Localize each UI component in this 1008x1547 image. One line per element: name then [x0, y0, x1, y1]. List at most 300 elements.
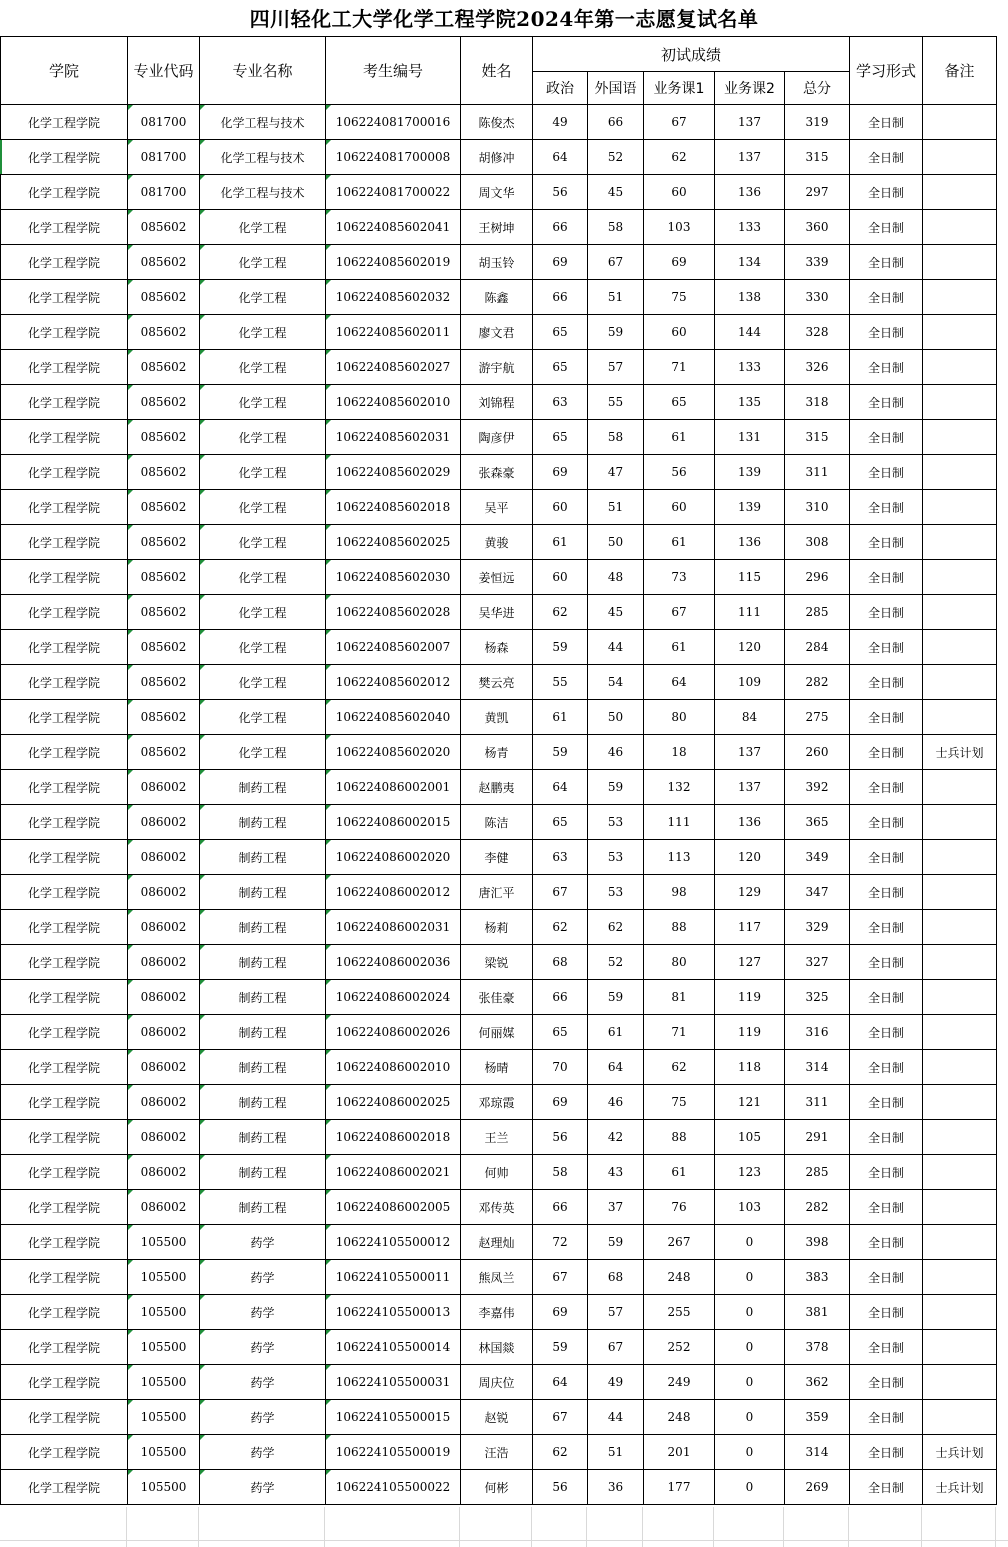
cell-exam-id[interactable]: 106224105500011 [326, 1260, 461, 1295]
cell-foreign-language[interactable]: 47 [588, 455, 644, 490]
cell-exam-id[interactable]: 106224105500012 [326, 1225, 461, 1260]
cell-major-code[interactable]: 086002 [128, 1015, 200, 1050]
cell-foreign-language[interactable]: 54 [588, 665, 644, 700]
cell-politics[interactable]: 66 [533, 210, 588, 245]
cell-foreign-language[interactable]: 59 [588, 1225, 644, 1260]
cell-major-code[interactable]: 086002 [128, 1050, 200, 1085]
cell-mode[interactable]: 全日制 [850, 1365, 923, 1400]
cell-major-code[interactable]: 105500 [128, 1295, 200, 1330]
cell-politics[interactable]: 69 [533, 1295, 588, 1330]
cell-politics[interactable]: 56 [533, 1470, 588, 1505]
cell-student-name[interactable]: 张森豪 [461, 455, 533, 490]
cell-course-2[interactable]: 136 [715, 175, 785, 210]
cell-politics[interactable]: 60 [533, 490, 588, 525]
cell-major-name[interactable]: 化学工程 [200, 350, 326, 385]
cell-politics[interactable]: 66 [533, 980, 588, 1015]
cell-exam-id[interactable]: 106224085602031 [326, 420, 461, 455]
cell-total[interactable]: 328 [785, 315, 850, 350]
cell-total[interactable]: 297 [785, 175, 850, 210]
cell-exam-id[interactable]: 106224086002020 [326, 840, 461, 875]
cell-college[interactable]: 化学工程学院 [1, 1330, 128, 1365]
cell-course-1[interactable]: 62 [644, 1050, 715, 1085]
cell-foreign-language[interactable]: 67 [588, 1330, 644, 1365]
cell-major-code[interactable]: 081700 [128, 105, 200, 140]
cell-total[interactable]: 326 [785, 350, 850, 385]
cell-student-name[interactable]: 杨晴 [461, 1050, 533, 1085]
cell-exam-id[interactable]: 106224085602007 [326, 630, 461, 665]
cell-course-1[interactable]: 60 [644, 490, 715, 525]
cell-course-2[interactable]: 118 [715, 1050, 785, 1085]
cell-note[interactable] [923, 210, 997, 245]
cell-course-1[interactable]: 113 [644, 840, 715, 875]
cell-major-code[interactable]: 085602 [128, 210, 200, 245]
cell-major-code[interactable]: 086002 [128, 1155, 200, 1190]
cell-total[interactable]: 282 [785, 665, 850, 700]
cell-major-code[interactable]: 105500 [128, 1400, 200, 1435]
cell-politics[interactable]: 67 [533, 1260, 588, 1295]
cell-foreign-language[interactable]: 44 [588, 630, 644, 665]
cell-college[interactable]: 化学工程学院 [1, 595, 128, 630]
cell-course-2[interactable]: 136 [715, 525, 785, 560]
cell-mode[interactable]: 全日制 [850, 665, 923, 700]
cell-major-name[interactable]: 药学 [200, 1470, 326, 1505]
cell-course-2[interactable]: 120 [715, 840, 785, 875]
cell-politics[interactable]: 59 [533, 630, 588, 665]
cell-major-name[interactable]: 化学工程 [200, 665, 326, 700]
cell-mode[interactable]: 全日制 [850, 910, 923, 945]
cell-mode[interactable]: 全日制 [850, 1400, 923, 1435]
cell-exam-id[interactable]: 106224081700016 [326, 105, 461, 140]
cell-college[interactable]: 化学工程学院 [1, 735, 128, 770]
cell-course-1[interactable]: 61 [644, 420, 715, 455]
cell-politics[interactable]: 69 [533, 245, 588, 280]
cell-major-name[interactable]: 化学工程与技术 [200, 105, 326, 140]
cell-note[interactable] [923, 280, 997, 315]
cell-course-2[interactable]: 137 [715, 140, 785, 175]
header-politics[interactable]: 政治 [533, 72, 588, 105]
cell-note[interactable] [923, 980, 997, 1015]
cell-note[interactable] [923, 455, 997, 490]
cell-exam-id[interactable]: 106224105500022 [326, 1470, 461, 1505]
cell-student-name[interactable]: 吴平 [461, 490, 533, 525]
cell-course-2[interactable]: 137 [715, 105, 785, 140]
cell-course-2[interactable]: 121 [715, 1085, 785, 1120]
cell-politics[interactable]: 60 [533, 560, 588, 595]
cell-student-name[interactable]: 陈俊杰 [461, 105, 533, 140]
cell-college[interactable]: 化学工程学院 [1, 385, 128, 420]
cell-major-name[interactable]: 化学工程 [200, 735, 326, 770]
cell-mode[interactable]: 全日制 [850, 455, 923, 490]
cell-major-code[interactable]: 105500 [128, 1330, 200, 1365]
cell-total[interactable]: 314 [785, 1435, 850, 1470]
cell-student-name[interactable]: 杨莉 [461, 910, 533, 945]
cell-politics[interactable]: 58 [533, 1155, 588, 1190]
cell-note[interactable] [923, 770, 997, 805]
cell-mode[interactable]: 全日制 [850, 525, 923, 560]
cell-student-name[interactable]: 李嘉伟 [461, 1295, 533, 1330]
cell-student-name[interactable]: 李健 [461, 840, 533, 875]
cell-politics[interactable]: 66 [533, 280, 588, 315]
cell-exam-id[interactable]: 106224105500031 [326, 1365, 461, 1400]
cell-major-code[interactable]: 105500 [128, 1260, 200, 1295]
cell-mode[interactable]: 全日制 [850, 490, 923, 525]
cell-course-1[interactable]: 98 [644, 875, 715, 910]
cell-foreign-language[interactable]: 43 [588, 1155, 644, 1190]
header-foreign-language[interactable]: 外国语 [588, 72, 644, 105]
cell-student-name[interactable]: 杨森 [461, 630, 533, 665]
cell-foreign-language[interactable]: 49 [588, 1365, 644, 1400]
cell-course-2[interactable]: 117 [715, 910, 785, 945]
cell-major-code[interactable]: 086002 [128, 805, 200, 840]
cell-course-2[interactable]: 0 [715, 1225, 785, 1260]
cell-college[interactable]: 化学工程学院 [1, 770, 128, 805]
cell-college[interactable]: 化学工程学院 [1, 455, 128, 490]
cell-note[interactable] [923, 1190, 997, 1225]
cell-course-2[interactable]: 131 [715, 420, 785, 455]
cell-total[interactable]: 319 [785, 105, 850, 140]
cell-major-code[interactable]: 085602 [128, 280, 200, 315]
cell-politics[interactable]: 64 [533, 1365, 588, 1400]
cell-total[interactable]: 269 [785, 1470, 850, 1505]
cell-politics[interactable]: 65 [533, 350, 588, 385]
cell-total[interactable]: 360 [785, 210, 850, 245]
cell-major-name[interactable]: 药学 [200, 1400, 326, 1435]
cell-note[interactable] [923, 490, 997, 525]
cell-major-name[interactable]: 药学 [200, 1330, 326, 1365]
cell-note[interactable] [923, 385, 997, 420]
cell-foreign-language[interactable]: 45 [588, 175, 644, 210]
cell-student-name[interactable]: 王兰 [461, 1120, 533, 1155]
cell-exam-id[interactable]: 106224085602020 [326, 735, 461, 770]
cell-major-name[interactable]: 药学 [200, 1295, 326, 1330]
cell-course-1[interactable]: 103 [644, 210, 715, 245]
cell-major-code[interactable]: 085602 [128, 595, 200, 630]
cell-total[interactable]: 339 [785, 245, 850, 280]
cell-foreign-language[interactable]: 50 [588, 525, 644, 560]
cell-course-1[interactable]: 65 [644, 385, 715, 420]
cell-student-name[interactable]: 赵鹏夷 [461, 770, 533, 805]
cell-major-name[interactable]: 制药工程 [200, 945, 326, 980]
cell-major-code[interactable]: 086002 [128, 840, 200, 875]
cell-major-name[interactable]: 制药工程 [200, 1155, 326, 1190]
cell-note[interactable] [923, 595, 997, 630]
cell-major-code[interactable]: 085602 [128, 315, 200, 350]
cell-course-2[interactable]: 103 [715, 1190, 785, 1225]
cell-politics[interactable]: 65 [533, 1015, 588, 1050]
cell-student-name[interactable]: 胡玉铃 [461, 245, 533, 280]
cell-note[interactable] [923, 945, 997, 980]
cell-total[interactable]: 314 [785, 1050, 850, 1085]
cell-student-name[interactable]: 廖文君 [461, 315, 533, 350]
header-college[interactable]: 学院 [1, 37, 128, 105]
cell-student-name[interactable]: 何丽媒 [461, 1015, 533, 1050]
cell-major-code[interactable]: 086002 [128, 980, 200, 1015]
cell-note[interactable] [923, 1225, 997, 1260]
cell-total[interactable]: 349 [785, 840, 850, 875]
cell-course-1[interactable]: 69 [644, 245, 715, 280]
cell-foreign-language[interactable]: 37 [588, 1190, 644, 1225]
cell-foreign-language[interactable]: 53 [588, 875, 644, 910]
cell-note[interactable] [923, 1260, 997, 1295]
cell-exam-id[interactable]: 106224085602018 [326, 490, 461, 525]
cell-foreign-language[interactable]: 55 [588, 385, 644, 420]
cell-politics[interactable]: 56 [533, 175, 588, 210]
cell-exam-id[interactable]: 106224105500019 [326, 1435, 461, 1470]
cell-foreign-language[interactable]: 51 [588, 280, 644, 315]
cell-exam-id[interactable]: 106224105500015 [326, 1400, 461, 1435]
cell-total[interactable]: 311 [785, 455, 850, 490]
cell-total[interactable]: 383 [785, 1260, 850, 1295]
cell-mode[interactable]: 全日制 [850, 1295, 923, 1330]
cell-course-2[interactable]: 0 [715, 1295, 785, 1330]
cell-college[interactable]: 化学工程学院 [1, 1260, 128, 1295]
cell-mode[interactable]: 全日制 [850, 875, 923, 910]
cell-mode[interactable]: 全日制 [850, 1470, 923, 1505]
cell-course-2[interactable]: 0 [715, 1400, 785, 1435]
cell-total[interactable]: 392 [785, 770, 850, 805]
cell-student-name[interactable]: 邓传英 [461, 1190, 533, 1225]
cell-course-2[interactable]: 133 [715, 350, 785, 385]
cell-note[interactable] [923, 105, 997, 140]
cell-exam-id[interactable]: 106224085602025 [326, 525, 461, 560]
cell-college[interactable]: 化学工程学院 [1, 875, 128, 910]
cell-course-1[interactable]: 80 [644, 945, 715, 980]
cell-major-code[interactable]: 085602 [128, 455, 200, 490]
cell-note[interactable] [923, 350, 997, 385]
cell-course-1[interactable]: 88 [644, 1120, 715, 1155]
cell-mode[interactable]: 全日制 [850, 1050, 923, 1085]
cell-exam-id[interactable]: 106224085602032 [326, 280, 461, 315]
cell-mode[interactable]: 全日制 [850, 1190, 923, 1225]
cell-course-2[interactable]: 134 [715, 245, 785, 280]
cell-course-2[interactable]: 133 [715, 210, 785, 245]
cell-college[interactable]: 化学工程学院 [1, 315, 128, 350]
cell-course-1[interactable]: 64 [644, 665, 715, 700]
cell-total[interactable]: 381 [785, 1295, 850, 1330]
cell-exam-id[interactable]: 106224086002018 [326, 1120, 461, 1155]
cell-major-code[interactable]: 085602 [128, 385, 200, 420]
cell-course-2[interactable]: 0 [715, 1470, 785, 1505]
header-name[interactable]: 姓名 [461, 37, 533, 105]
cell-student-name[interactable]: 汪浩 [461, 1435, 533, 1470]
cell-course-2[interactable]: 137 [715, 770, 785, 805]
cell-politics[interactable]: 59 [533, 1330, 588, 1365]
cell-politics[interactable]: 62 [533, 910, 588, 945]
cell-major-code[interactable]: 086002 [128, 770, 200, 805]
cell-total[interactable]: 378 [785, 1330, 850, 1365]
cell-student-name[interactable]: 游宇航 [461, 350, 533, 385]
cell-politics[interactable]: 61 [533, 525, 588, 560]
cell-course-1[interactable]: 67 [644, 595, 715, 630]
cell-politics[interactable]: 72 [533, 1225, 588, 1260]
cell-mode[interactable]: 全日制 [850, 595, 923, 630]
cell-total[interactable]: 315 [785, 140, 850, 175]
cell-mode[interactable]: 全日制 [850, 385, 923, 420]
cell-note[interactable] [923, 1400, 997, 1435]
cell-politics[interactable]: 62 [533, 1435, 588, 1470]
cell-college[interactable]: 化学工程学院 [1, 1155, 128, 1190]
cell-mode[interactable]: 全日制 [850, 1155, 923, 1190]
cell-major-name[interactable]: 化学工程 [200, 595, 326, 630]
cell-major-code[interactable]: 105500 [128, 1225, 200, 1260]
cell-student-name[interactable]: 陈洁 [461, 805, 533, 840]
cell-student-name[interactable]: 何帅 [461, 1155, 533, 1190]
cell-politics[interactable]: 69 [533, 1085, 588, 1120]
cell-course-2[interactable]: 139 [715, 455, 785, 490]
cell-course-1[interactable]: 56 [644, 455, 715, 490]
cell-course-1[interactable]: 249 [644, 1365, 715, 1400]
cell-politics[interactable]: 61 [533, 700, 588, 735]
cell-politics[interactable]: 49 [533, 105, 588, 140]
cell-course-2[interactable]: 123 [715, 1155, 785, 1190]
cell-note[interactable] [923, 665, 997, 700]
cell-college[interactable]: 化学工程学院 [1, 1190, 128, 1225]
cell-foreign-language[interactable]: 57 [588, 350, 644, 385]
cell-major-code[interactable]: 085602 [128, 350, 200, 385]
cell-note[interactable] [923, 1365, 997, 1400]
cell-major-code[interactable]: 086002 [128, 1120, 200, 1155]
header-major-code[interactable]: 专业代码 [128, 37, 200, 105]
cell-exam-id[interactable]: 106224086002036 [326, 945, 461, 980]
cell-major-code[interactable]: 105500 [128, 1470, 200, 1505]
cell-politics[interactable]: 66 [533, 1190, 588, 1225]
cell-college[interactable]: 化学工程学院 [1, 1295, 128, 1330]
cell-course-2[interactable]: 111 [715, 595, 785, 630]
cell-foreign-language[interactable]: 66 [588, 105, 644, 140]
cell-major-name[interactable]: 化学工程 [200, 525, 326, 560]
cell-major-name[interactable]: 化学工程 [200, 420, 326, 455]
cell-student-name[interactable]: 何彬 [461, 1470, 533, 1505]
cell-course-2[interactable]: 135 [715, 385, 785, 420]
cell-total[interactable]: 291 [785, 1120, 850, 1155]
cell-college[interactable]: 化学工程学院 [1, 1015, 128, 1050]
cell-major-name[interactable]: 制药工程 [200, 840, 326, 875]
cell-note[interactable] [923, 1050, 997, 1085]
cell-college[interactable]: 化学工程学院 [1, 210, 128, 245]
cell-major-name[interactable]: 化学工程 [200, 455, 326, 490]
cell-total[interactable]: 310 [785, 490, 850, 525]
cell-politics[interactable]: 56 [533, 1120, 588, 1155]
cell-total[interactable]: 311 [785, 1085, 850, 1120]
cell-major-name[interactable]: 化学工程 [200, 280, 326, 315]
cell-total[interactable]: 275 [785, 700, 850, 735]
cell-college[interactable]: 化学工程学院 [1, 665, 128, 700]
cell-student-name[interactable]: 陶彦伊 [461, 420, 533, 455]
cell-mode[interactable]: 全日制 [850, 1085, 923, 1120]
cell-mode[interactable]: 全日制 [850, 735, 923, 770]
cell-course-2[interactable]: 0 [715, 1365, 785, 1400]
cell-total[interactable]: 315 [785, 420, 850, 455]
cell-note[interactable] [923, 875, 997, 910]
cell-politics[interactable]: 64 [533, 140, 588, 175]
cell-exam-id[interactable]: 106224081700022 [326, 175, 461, 210]
cell-major-code[interactable]: 085602 [128, 700, 200, 735]
cell-course-1[interactable]: 71 [644, 350, 715, 385]
cell-exam-id[interactable]: 106224086002021 [326, 1155, 461, 1190]
cell-note[interactable] [923, 1015, 997, 1050]
cell-foreign-language[interactable]: 59 [588, 770, 644, 805]
cell-course-1[interactable]: 255 [644, 1295, 715, 1330]
cell-mode[interactable]: 全日制 [850, 1260, 923, 1295]
cell-total[interactable]: 316 [785, 1015, 850, 1050]
cell-major-name[interactable]: 化学工程 [200, 245, 326, 280]
cell-exam-id[interactable]: 106224085602027 [326, 350, 461, 385]
cell-politics[interactable]: 65 [533, 805, 588, 840]
cell-course-1[interactable]: 61 [644, 1155, 715, 1190]
cell-major-name[interactable]: 化学工程 [200, 630, 326, 665]
cell-politics[interactable]: 68 [533, 945, 588, 980]
cell-course-2[interactable]: 84 [715, 700, 785, 735]
cell-college[interactable]: 化学工程学院 [1, 700, 128, 735]
cell-note[interactable] [923, 1330, 997, 1365]
cell-note[interactable] [923, 805, 997, 840]
cell-course-2[interactable]: 129 [715, 875, 785, 910]
cell-major-name[interactable]: 制药工程 [200, 1190, 326, 1225]
cell-major-name[interactable]: 化学工程 [200, 700, 326, 735]
cell-politics[interactable]: 67 [533, 875, 588, 910]
cell-major-code[interactable]: 085602 [128, 735, 200, 770]
cell-mode[interactable]: 全日制 [850, 350, 923, 385]
cell-politics[interactable]: 63 [533, 385, 588, 420]
cell-politics[interactable]: 55 [533, 665, 588, 700]
cell-mode[interactable]: 全日制 [850, 1120, 923, 1155]
cell-foreign-language[interactable]: 45 [588, 595, 644, 630]
cell-college[interactable]: 化学工程学院 [1, 1050, 128, 1085]
cell-course-2[interactable]: 105 [715, 1120, 785, 1155]
cell-student-name[interactable]: 梁锐 [461, 945, 533, 980]
cell-student-name[interactable]: 黄凯 [461, 700, 533, 735]
cell-exam-id[interactable]: 106224086002015 [326, 805, 461, 840]
cell-note[interactable] [923, 630, 997, 665]
cell-foreign-language[interactable]: 51 [588, 1435, 644, 1470]
cell-student-name[interactable]: 熊凤兰 [461, 1260, 533, 1295]
cell-politics[interactable]: 65 [533, 420, 588, 455]
cell-college[interactable]: 化学工程学院 [1, 630, 128, 665]
cell-major-name[interactable]: 制药工程 [200, 875, 326, 910]
cell-student-name[interactable]: 赵锐 [461, 1400, 533, 1435]
cell-exam-id[interactable]: 106224085602040 [326, 700, 461, 735]
cell-course-1[interactable]: 111 [644, 805, 715, 840]
cell-major-code[interactable]: 085602 [128, 420, 200, 455]
cell-exam-id[interactable]: 106224085602012 [326, 665, 461, 700]
cell-course-2[interactable]: 115 [715, 560, 785, 595]
cell-politics[interactable]: 67 [533, 1400, 588, 1435]
cell-mode[interactable]: 全日制 [850, 945, 923, 980]
cell-foreign-language[interactable]: 50 [588, 700, 644, 735]
cell-foreign-language[interactable]: 59 [588, 980, 644, 1015]
cell-course-1[interactable]: 18 [644, 735, 715, 770]
cell-major-code[interactable]: 085602 [128, 245, 200, 280]
cell-major-name[interactable]: 药学 [200, 1435, 326, 1470]
cell-major-code[interactable]: 085602 [128, 560, 200, 595]
cell-foreign-language[interactable]: 46 [588, 1085, 644, 1120]
cell-course-2[interactable]: 119 [715, 980, 785, 1015]
cell-student-name[interactable]: 刘锦程 [461, 385, 533, 420]
cell-course-2[interactable]: 119 [715, 1015, 785, 1050]
cell-major-code[interactable]: 085602 [128, 525, 200, 560]
cell-total[interactable]: 285 [785, 595, 850, 630]
cell-mode[interactable]: 全日制 [850, 420, 923, 455]
cell-total[interactable]: 330 [785, 280, 850, 315]
cell-course-1[interactable]: 62 [644, 140, 715, 175]
cell-note[interactable]: 士兵计划 [923, 1470, 997, 1505]
cell-student-name[interactable]: 周庆位 [461, 1365, 533, 1400]
cell-major-name[interactable]: 化学工程与技术 [200, 175, 326, 210]
cell-note[interactable]: 士兵计划 [923, 735, 997, 770]
cell-course-1[interactable]: 61 [644, 525, 715, 560]
cell-mode[interactable]: 全日制 [850, 245, 923, 280]
cell-college[interactable]: 化学工程学院 [1, 805, 128, 840]
